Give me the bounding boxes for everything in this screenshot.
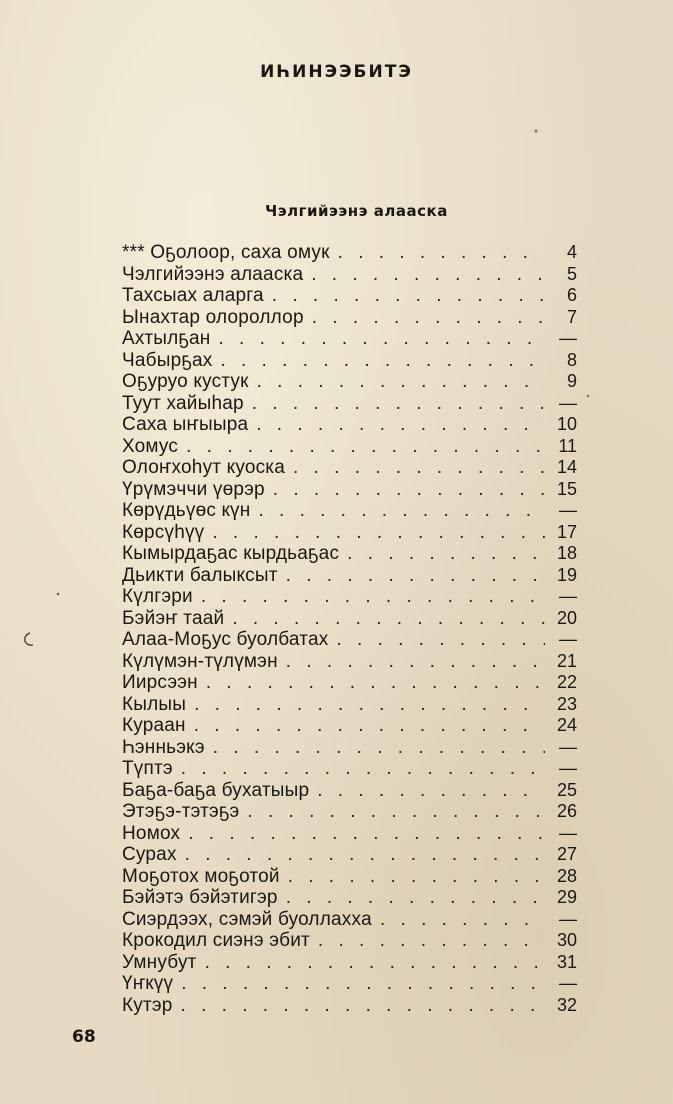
page-number: 68 [72, 1027, 96, 1047]
toc-entry-page: — [559, 973, 577, 993]
toc-entry-title: Бэйэҥ таай [122, 607, 225, 629]
toc-entry-title: Баҕа-баҕа бухатыыр [122, 779, 310, 801]
toc-row [122, 629, 577, 651]
toc-entry-title: Ииpсээн [122, 672, 198, 693]
toc-entry-title: Чабырҕах [122, 349, 213, 371]
toc-entry-title: Күлгэри [122, 586, 193, 607]
toc-entry-title: Кымырдаҕас кырдьаҕас [122, 543, 340, 564]
toc-entry-title: Кураан [122, 715, 186, 736]
toc-row [122, 350, 577, 372]
toc-entry-title: Крокодил сиэнэ эбит [122, 930, 310, 951]
toc-entry-title: Кылыы [122, 693, 187, 715]
toc-entry-page: — [559, 586, 577, 606]
toc-row [122, 823, 577, 845]
toc-entry-page: 15 [556, 478, 577, 499]
toc-entry-title: Ынахтар олороллор [122, 306, 304, 328]
toc-entry-title: Түптэ [122, 758, 173, 779]
toc-entry-page: 27 [556, 844, 577, 864]
toc-entry-page: 7 [566, 306, 577, 327]
dot-leader [212, 522, 545, 544]
toc-entry-page: 20 [556, 607, 577, 628]
dot-leader [273, 479, 545, 501]
dot-leader [312, 307, 545, 329]
toc-row [122, 909, 577, 931]
dot-leader [288, 866, 545, 888]
toc-entry-title: Үҥкүү [122, 973, 174, 994]
dot-leader [317, 780, 545, 802]
toc-row [122, 285, 577, 307]
toc-row [122, 995, 577, 1017]
toc-entry-page: 24 [556, 715, 577, 735]
toc-entry-title: Һэнньэкэ [122, 736, 205, 758]
toc-entry-page: — [559, 822, 577, 843]
dot-leader [232, 608, 545, 630]
toc-entry-title: Көрүдьүөс күн [122, 500, 251, 521]
toc-entry-page: — [559, 500, 577, 520]
dot-leader [205, 952, 545, 974]
toc-row [122, 500, 577, 522]
toc-entry-title: Саха ыҥыыра [122, 414, 249, 435]
toc-entry-page: — [559, 758, 577, 778]
dot-leader [272, 285, 545, 307]
toc-entry-page: 21 [556, 650, 577, 671]
toc-entry-title: Хомус [122, 435, 179, 457]
toc-row [122, 973, 577, 995]
dot-leader [286, 651, 545, 673]
toc-entry-title: Сиэрдээх, сэмэй буоллаххa [122, 908, 372, 930]
dot-leader [220, 350, 545, 372]
toc-entry-title: Чэлгийээнэ алааска [122, 263, 304, 285]
toc-row [122, 543, 577, 565]
toc-entry-page: — [559, 908, 577, 929]
toc-row [122, 952, 577, 974]
toc-row [122, 780, 577, 802]
toc-row [122, 565, 577, 587]
dot-leader [336, 629, 545, 651]
toc-row [122, 328, 577, 350]
toc-entry-title: Номох [122, 822, 181, 844]
dot-leader [185, 844, 545, 866]
dot-leader [318, 930, 545, 952]
dot-leader [194, 694, 545, 716]
toc-entry-page: 31 [556, 951, 577, 972]
toc-entry-page: 23 [556, 693, 577, 714]
toc-row [122, 436, 577, 458]
dot-leader [206, 672, 545, 694]
toc-entry-page: 29 [556, 887, 577, 907]
toc-row [122, 414, 577, 436]
toc-entry-title: Олоҥхоһут куоска [122, 457, 286, 478]
toc-entry-title: Кутэр [122, 994, 173, 1016]
toc-entry-title: Этэҕэ-тэтэҕэ [122, 801, 240, 822]
dot-leader [201, 586, 545, 608]
toc-row [122, 371, 577, 393]
toc-row [122, 866, 577, 888]
toc-entry-page: 19 [556, 564, 577, 585]
toc-entry-page: 14 [556, 457, 577, 477]
dot-leader [293, 457, 545, 479]
toc-entry-page: 11 [558, 435, 577, 456]
toc-entry-title: Үрүмэччи үөрэр [122, 478, 265, 500]
toc-entry-page: 32 [556, 994, 577, 1015]
toc-row [122, 608, 577, 630]
toc-entry-page: — [559, 629, 577, 649]
toc-row [122, 264, 577, 286]
dot-leader [181, 758, 545, 780]
dot-leader [311, 264, 545, 286]
toc-entry-page: 6 [566, 285, 577, 305]
toc-entry-title: Алаа-Моҕус буолбатах [122, 629, 329, 650]
toc-row [122, 930, 577, 952]
dot-leader [347, 543, 545, 565]
toc-row [122, 457, 577, 479]
toc-entry-page: — [559, 328, 577, 348]
toc-entry-title: Оҕуруо кустук [122, 371, 249, 392]
dot-leader [252, 393, 545, 415]
dot-leader [256, 414, 545, 436]
toc-entry-page: 18 [556, 543, 577, 563]
toc-entry-page: 10 [556, 414, 577, 434]
dot-leader [213, 737, 545, 759]
toc-row [122, 844, 577, 866]
toc-entry-page: 4 [566, 242, 577, 262]
toc-entry-page: 5 [566, 263, 577, 284]
table-of-contents [122, 242, 577, 1016]
toc-entry-page: 30 [556, 930, 577, 950]
dot-leader [181, 995, 545, 1017]
toc-entry-page: 17 [556, 521, 577, 542]
toc-entry-page: 9 [566, 371, 577, 391]
toc-entry-title: Дьикти балыксыт [122, 564, 278, 586]
toc-row [122, 715, 577, 737]
toc-entry-title: Сурах [122, 844, 177, 865]
toc-row [122, 307, 577, 329]
toc-entry-title: Туут хайыһар [122, 392, 244, 414]
dot-leader [338, 242, 545, 264]
toc-row [122, 737, 577, 759]
toc-entry-title: Ахтылҕан [122, 328, 211, 349]
toc-row [122, 242, 577, 264]
toc-row [122, 694, 577, 716]
dot-leader [188, 823, 545, 845]
toc-entry-page: 26 [556, 801, 577, 821]
dot-leader [181, 973, 545, 995]
toc-entry-page: — [559, 736, 577, 757]
dot-leader [219, 328, 546, 350]
toc-entry-title: Көрсүһүү [122, 521, 205, 543]
toc-row [122, 586, 577, 608]
toc-entry-title: *** Оҕолоор, саха омук [122, 242, 330, 263]
dot-leader [194, 715, 545, 737]
toc-row [122, 758, 577, 780]
toc-entry-page: — [559, 392, 577, 413]
toc-entry-title: Бэйэтэ бэйэтигэр [122, 887, 278, 908]
page-title: ИҺИНЭЭБИТЭ [260, 62, 413, 82]
dot-leader [258, 500, 545, 522]
toc-row [122, 522, 577, 544]
toc-entry-title: Умнубут [122, 951, 197, 973]
section-title: Чэлгийээнэ алааска [265, 202, 448, 220]
toc-entry-title: Тахсыах аларга [122, 285, 264, 306]
dot-leader [380, 909, 545, 931]
toc-entry-title: Күлүмэн-түлүмэн [122, 650, 278, 672]
dot-leader [286, 887, 545, 909]
toc-row [122, 479, 577, 501]
dot-leader [286, 565, 545, 587]
toc-row [122, 801, 577, 823]
dot-leader [247, 801, 545, 823]
dot-leader [186, 436, 545, 458]
toc-row [122, 651, 577, 673]
dot-leader [257, 371, 545, 393]
toc-entry-page: 8 [566, 349, 577, 370]
toc-entry-page: 25 [556, 779, 577, 800]
toc-entry-title: Моҕотох моҕотой [122, 865, 280, 887]
toc-row [122, 887, 577, 909]
toc-entry-page: 22 [556, 672, 577, 692]
toc-entry-page: 28 [556, 865, 577, 886]
toc-row [122, 672, 577, 694]
toc-row [122, 393, 577, 415]
